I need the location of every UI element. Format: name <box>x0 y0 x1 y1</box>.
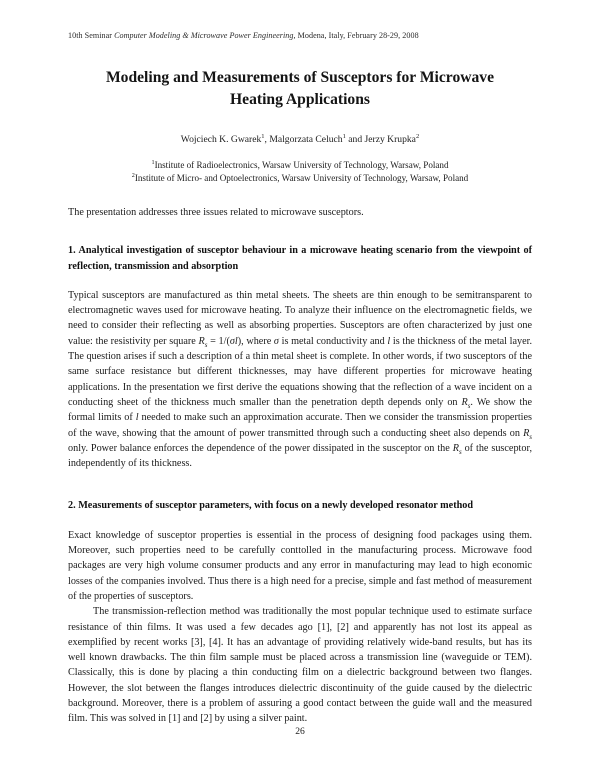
running-head-suffix: , Modena, Italy, February 28-29, 2008 <box>293 31 419 40</box>
affiliation-2 <box>68 172 532 185</box>
section-1-text-part-4: needed to make such an approximation accurate. Then we consider the transmission properties of the wave, showing that the amount of power transmitted through such a conducting sheet also depends on <box>68 412 532 439</box>
section-1-paragraph <box>68 288 532 472</box>
affiliation-2-mark: 2 <box>131 171 135 179</box>
section-2-paragraph-2: The transmission-reflection method was traditionally the most popular technique used to estimate surface resistance of thin films. It was used a few decades ago [1], [2] and apparently has not lost its appeal as exemplified by recent works [3], [4]. It has an advantage of providing relatively wide-band results, but has its well known drawbacks. The thin film sample must be placed across a transmission line (waveguide or TEM). Classically, this is done by placing a thin conducting film on a dielectric background between two flanges. However, the slot between the flanges introduces dielectric discontinuity of the guide caused by the dielectric background. Moreover, there is a problem of assuring a good contact between the guide wall and the measured film. This was solved in [1] and [2] by using a silver paint. <box>68 606 532 725</box>
formula-Rs-subscript: s <box>204 341 208 349</box>
affiliation-list <box>68 159 532 185</box>
affiliation-1-text: Institute of Radioelectronics, Warsaw University of Technology, Warsaw, Poland <box>154 160 449 170</box>
page-title <box>82 67 518 111</box>
intro-paragraph: The presentation addresses three issues related to microwave susceptors. <box>68 207 364 218</box>
formula-mid-text: is metal conductivity and <box>278 335 388 347</box>
symbol-Rs-2: R <box>523 427 530 439</box>
section-2-paragraph-1: Exact knowledge of susceptor properties is essential in the process of designing food packages using them. Moreover, such properties need to be carefully conttolled in the manufacturing process. Microwave food packages are very high volume consumer products and any error in manufacturing may lead to high economic losses of the companies involved. Thus there is a high need for a precise, simple and fast method of measurement of the properties of susceptors. <box>68 529 532 602</box>
title-line-1: Modeling and Measurements of Susceptors for Microwave <box>105 69 495 86</box>
formula-sigma-symbol-2: σ <box>273 335 279 347</box>
formula-l-symbol: l <box>234 335 238 347</box>
author-separator-1: , <box>264 134 270 145</box>
page-content <box>68 30 532 741</box>
symbol-Rs-1-subscript: s <box>467 403 471 410</box>
running-head <box>68 30 532 41</box>
formula-sigma-symbol: σ <box>229 335 235 347</box>
spacer <box>68 485 532 494</box>
symbol-Rs-2-subscript: s <box>529 433 532 441</box>
affiliation-1-mark: 1 <box>151 158 155 166</box>
affiliation-2-text: Institute of Micro- and Optoelectronics, Warsaw University of Technology, Warsaw, Poland <box>134 173 469 183</box>
author-separator-2: and <box>345 134 365 145</box>
section-1-text-part-3: . We show the formal limits of <box>68 396 532 424</box>
section-1-text-part-2: is the thickness of the metal layer. The question arises if such a description of a thin metal sheet is complete. In other words, if two susceptors of the same surface resistance but different thicknesses, may have different properties for microwave heating applications. In the presentation we first derive the equations showing that the reflection of a wave incident on a conducting sheet of the thickness much smaller than the penetration depth depends only on <box>68 335 533 408</box>
author-2-name: Malgorzata Celuch <box>269 134 343 145</box>
formula-l-symbol-2: l <box>387 335 391 347</box>
section-1-text-part-1: Typical susceptors are manufactured as thin metal sheets. The sheets are thin enough to be semitransparent to electromagnetic waves used for microwave heating. To analyze their influence on the electromagnetic fields, we need to consider their reflecting as well as absorbing properties. Susceptors are often characterized by just one value: the resistivity per square <box>68 289 532 347</box>
running-head-seminar-title: Computer Modeling & Microwave Power Engineering <box>114 31 294 40</box>
section-1-text-part-5: only. Power balance enforces the dependence of the power dissipated in the susceptor on the <box>68 442 453 454</box>
symbol-l-3: l <box>135 412 139 424</box>
formula-equals: = 1/( <box>207 335 230 347</box>
spacer <box>68 234 532 243</box>
author-list <box>68 133 532 146</box>
symbol-Rs-1: R <box>461 396 468 408</box>
author-1-name: Wojciech K. Gwarek <box>180 134 262 145</box>
title-line-2: Heating Applications <box>230 91 370 108</box>
formula-Rs-symbol: R <box>198 335 205 347</box>
running-head-prefix: 10th Seminar <box>68 31 115 40</box>
symbol-Rs-3-subscript: s <box>458 448 462 456</box>
formula-close: ), where <box>237 335 274 347</box>
author-2-affiliation-mark: 1 <box>342 132 346 140</box>
section-1-text-part-6: of the susceptor, independently of its thickness. <box>68 442 532 470</box>
symbol-Rs-3: R <box>452 442 459 454</box>
affiliation-1 <box>68 159 532 172</box>
section-2-heading: 2. Measurements of susceptor parameters, with focus on a newly developed resonator method <box>68 500 474 512</box>
author-1-affiliation-mark: 1 <box>261 132 265 140</box>
section-1-heading: 1. Analytical investigation of susceptor behaviour in a microwave heating scenario from the viewpoint of reflection, transmission and absorption <box>68 245 532 272</box>
author-3-affiliation-mark: 2 <box>415 132 420 140</box>
page-number: 26 <box>295 726 305 737</box>
author-3-name: Jerzy Krupka <box>364 134 416 145</box>
